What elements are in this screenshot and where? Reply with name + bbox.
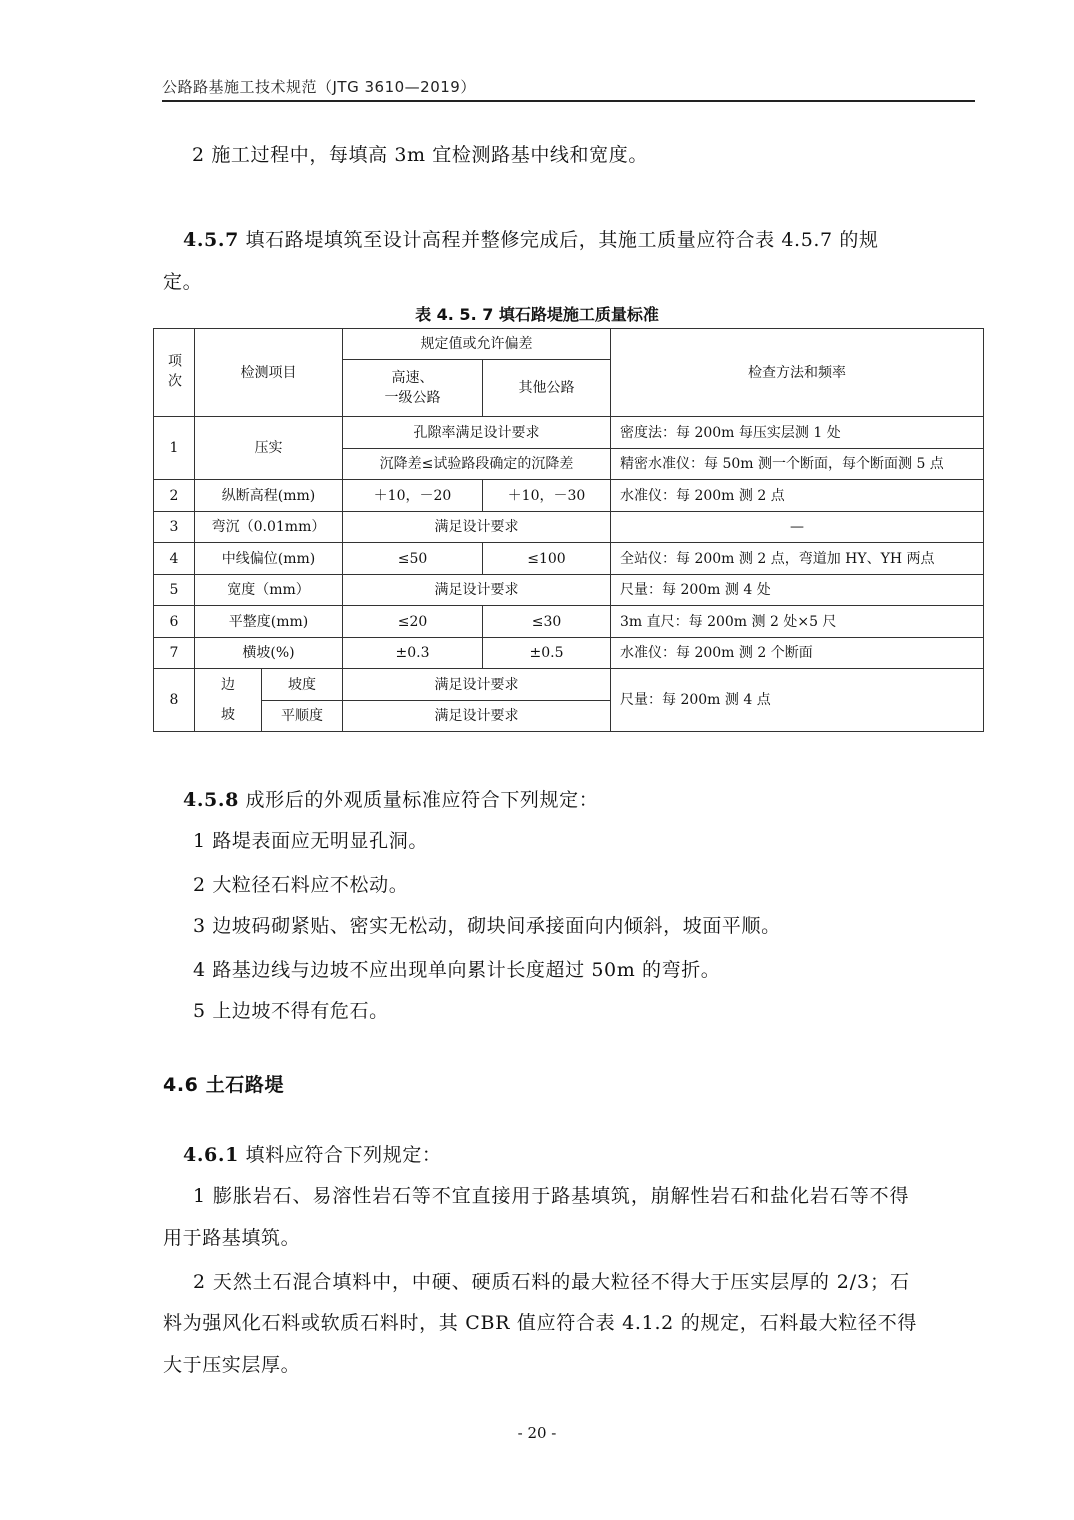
cell-spec: 满足设计要求 — [343, 701, 611, 732]
cell-item: 横坡(%) — [195, 638, 343, 669]
header-other: 其他公路 — [483, 360, 611, 417]
cell-item: 中线偏位(mm) — [195, 543, 343, 575]
cell-highway: ≤50 — [343, 543, 483, 575]
section-number: 4.6 — [163, 1074, 199, 1096]
header-item: 检测项目 — [195, 329, 343, 417]
clause-number: 4.6.1 — [183, 1144, 239, 1166]
cell-method: 全站仪：每 200m 测 2 点，弯道加 HY、YH 两点 — [611, 543, 984, 575]
clause-4-5-7 — [183, 225, 879, 252]
header-highway-line2: 一级公路 — [384, 390, 441, 406]
table-row — [154, 606, 984, 638]
clause-number: 4.5.8 — [183, 789, 239, 811]
list-item: 4 路基边线与边坡不应出现单向累计长度超过 50m 的弯折。 — [193, 959, 721, 981]
cell-method: 水准仪：每 200m 测 2 个断面 — [611, 638, 984, 669]
cell-group-bottom: 坡 — [221, 707, 235, 723]
header-method: 检查方法和频率 — [611, 329, 984, 417]
cell-no: 1 — [154, 417, 195, 480]
cell-item: 宽度（mm） — [195, 575, 343, 606]
cell-spec: 沉降差≤试验路段确定的沉降差 — [343, 449, 611, 480]
table-row — [154, 417, 984, 449]
cell-method: 精密水准仪：每 50m 测一个断面，每个断面测 5 点 — [611, 449, 984, 480]
cell-item: 压实 — [195, 417, 343, 480]
cell-method: 尺量：每 200m 测 4 处 — [611, 575, 984, 606]
table-row — [154, 512, 984, 543]
header-allowed: 规定值或允许偏差 — [343, 329, 611, 360]
page-number: - 20 - — [517, 1424, 557, 1442]
quality-standard-table — [153, 328, 984, 732]
cell-method: 密度法：每 200m 每压实层测 1 处 — [611, 417, 984, 449]
cell-no: 4 — [154, 543, 195, 575]
section-heading — [163, 1070, 284, 1097]
para-line: 用于路基填筑。 — [163, 1227, 301, 1249]
cell-method: 尺量：每 200m 测 4 点 — [611, 669, 984, 732]
clause-number: 4.5.7 — [183, 229, 239, 251]
section-title: 土石路堤 — [205, 1074, 285, 1096]
para-fill-check: 2 施工过程中，每填高 3m 宜检测路基中线和宽度。 — [192, 144, 648, 166]
table-title: 表 4. 5. 7 填石路堤施工质量标准 — [415, 305, 659, 324]
running-header: 公路路基施工技术规范（JTG 3610—2019） — [162, 78, 476, 96]
cell-no: 3 — [154, 512, 195, 543]
cell-group-top: 边 — [221, 677, 235, 693]
cell-spec: 满足设计要求 — [343, 512, 611, 543]
table-header-row — [154, 329, 984, 360]
list-item: 2 大粒径石料应不松动。 — [193, 874, 409, 896]
cell-spec: 满足设计要求 — [343, 575, 611, 606]
cell-group-slope — [195, 669, 262, 732]
cell-highway: ±0.3 — [343, 638, 483, 669]
cell-no: 2 — [154, 480, 195, 512]
header-item-no: 项次 — [154, 329, 195, 417]
table-row — [154, 669, 984, 701]
table-row — [154, 543, 984, 575]
para-line: 2 天然土石混合填料中，中硬、硬质石料的最大粒径不得大于压实层厚的 2/3；石 — [193, 1271, 910, 1293]
table-row — [154, 638, 984, 669]
header-highway-line1: 高速、 — [391, 370, 434, 386]
list-item: 5 上边坡不得有危石。 — [193, 1000, 389, 1022]
cell-item: 坡度 — [262, 669, 343, 701]
clause-text: 填料应符合下列规定： — [245, 1144, 442, 1166]
clause-4-5-7-cont: 定。 — [163, 271, 203, 293]
table-row — [154, 575, 984, 606]
cell-item: 平顺度 — [262, 701, 343, 732]
cell-other: ≤30 — [483, 606, 611, 638]
clause-text: 成形后的外观质量标准应符合下列规定： — [245, 789, 599, 811]
para-line: 料为强风化石料或软质石料时，其 CBR 值应符合表 4.1.2 的规定，石料最大粒径不得 — [163, 1312, 918, 1334]
cell-item: 弯沉（0.01mm） — [195, 512, 343, 543]
header-highway — [343, 360, 483, 417]
cell-highway: ≤20 — [343, 606, 483, 638]
cell-method: 水准仪：每 200m 测 2 点 — [611, 480, 984, 512]
cell-spec: 孔隙率满足设计要求 — [343, 417, 611, 449]
cell-no: 8 — [154, 669, 195, 732]
clause-text: 填石路堤填筑至设计高程并整修完成后，其施工质量应符合表 4.5.7 的规 — [245, 229, 879, 251]
para-line: 1 膨胀岩石、易溶性岩石等不宜直接用于路基填筑，崩解性岩石和盐化岩石等不得 — [193, 1185, 910, 1207]
para-line: 大于压实层厚。 — [163, 1354, 301, 1376]
list-item: 1 路堤表面应无明显孔洞。 — [193, 830, 428, 852]
header-rule — [162, 100, 975, 102]
cell-item: 纵断高程(mm) — [195, 480, 343, 512]
cell-no: 7 — [154, 638, 195, 669]
clause-4-6-1 — [183, 1140, 442, 1167]
cell-other: ±0.5 — [483, 638, 611, 669]
cell-other: ＋10，－30 — [483, 480, 611, 512]
cell-item: 平整度(mm) — [195, 606, 343, 638]
table-row — [154, 480, 984, 512]
cell-method: — — [611, 512, 984, 543]
cell-no: 6 — [154, 606, 195, 638]
list-item: 3 边坡码砌紧贴、密实无松动，砌块间承接面向内倾斜，坡面平顺。 — [193, 915, 781, 937]
clause-4-5-8 — [183, 785, 598, 812]
cell-other: ≤100 — [483, 543, 611, 575]
cell-method: 3m 直尺：每 200m 测 2 处×5 尺 — [611, 606, 984, 638]
cell-no: 5 — [154, 575, 195, 606]
cell-highway: ＋10，－20 — [343, 480, 483, 512]
cell-spec: 满足设计要求 — [343, 669, 611, 701]
